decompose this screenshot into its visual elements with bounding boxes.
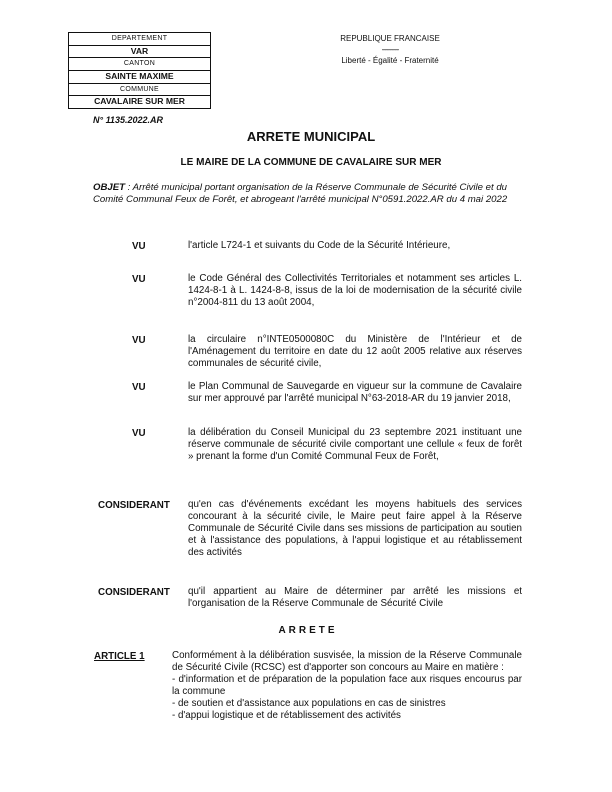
article-1-item: - de soutien et d'assistance aux populations en cas de sinistres <box>172 698 446 709</box>
arrete-number: N° 1135.2022.AR <box>93 115 163 125</box>
considerant-item: qu'il appartient au Maire de déterminer par arrêté les missions et l'organisation de la Réserve Communale de Sécurité Civile <box>188 586 522 609</box>
document-title: ARRETE MUNICIPAL <box>246 129 376 144</box>
departement-value: VAR <box>69 46 210 59</box>
objet-paragraph <box>93 182 523 205</box>
administrative-header-box <box>68 32 211 109</box>
vu-label: VU <box>132 382 146 393</box>
canton-label: CANTON <box>69 58 210 71</box>
document-subtitle: LE MAIRE DE LA COMMUNE DE CAVALAIRE SUR MER <box>180 157 442 168</box>
considerant-item: qu'en cas d'événements excédant les moyens habituels des services concourant à la sécurité civile, le Maire peut faire appel à la Réserve Communale de Sécurité Civile dans ses missions de participation au soutien et à l'assistance des populations, à l'appui logistique et au rétablissement des activités <box>188 499 522 558</box>
commune-value: CAVALAIRE SUR MER <box>94 96 185 107</box>
vu-label: VU <box>132 335 146 346</box>
vu-label: VU <box>132 241 146 252</box>
republic-header <box>300 33 480 66</box>
arrete-heading: ARRETE <box>278 625 338 636</box>
vu-item: la circulaire n°INTE0500080C du Ministère de l'Intérieur et de l'Aménagement du territoire en date du 12 août 2005 relative aux réserves communales de sécurité civile, <box>188 334 522 369</box>
considerant-label: CONSIDERANT <box>98 587 170 598</box>
article-1-item: - d'appui logistique et de rétablissement des activités <box>172 710 401 721</box>
considerant-label: CONSIDERANT <box>98 500 170 511</box>
republic-motto: Liberté - Égalité - Fraternité <box>341 56 439 65</box>
vu-item: l'article L724-1 et suivants du Code de la Sécurité Intérieure, <box>188 240 451 251</box>
article-1-label: ARTICLE 1 <box>94 651 145 662</box>
article-1-item: - d'information et de préparation de la population face aux risques encourus par la commune <box>172 674 522 697</box>
canton-value: SAINTE MAXIME <box>69 71 210 84</box>
vu-label: VU <box>132 428 146 439</box>
vu-item: la délibération du Conseil Municipal du 23 septembre 2021 instituant une réserve communale de sécurité civile comportant une cellule « feux de forêt » prenant la forme d'un Comité Communal Feux de Forêt, <box>188 427 522 462</box>
article-1-intro: Conformément à la délibération susvisée, la mission de la Réserve Communale de Sécurité Civile (RCSC) est d'apporter son concours au Maire en matière : <box>172 650 522 673</box>
objet-label: OBJET <box>93 182 125 193</box>
vu-item: le Plan Communal de Sauvegarde en vigueur sur la commune de Cavalaire sur mer approuvé par l'arrêté municipal N°63-2018-AR du 19 janvier 2018, <box>188 381 522 404</box>
republic-name: REPUBLIQUE FRANCAISE <box>340 34 440 43</box>
commune-label: COMMUNE <box>69 84 210 97</box>
republic-separator: ---------- <box>381 45 399 54</box>
departement-label: DEPARTEMENT <box>69 33 210 46</box>
vu-label: VU <box>132 274 146 285</box>
objet-text: : Arrêté municipal portant organisation de la Réserve Communale de Sécurité Civile et du Comité Communal Feux de Forêt, et abrogeant l'arrêté municipal N°0591.2022.AR du 4 mai 2022 <box>93 182 508 205</box>
vu-item: le Code Général des Collectivités Territoriales et notamment ses articles L. 1424-8-1 à L. 1424-8-8, issus de la loi de modernisation de la sécurité civile n°2004-811 du 13 août 2004, <box>188 273 522 308</box>
article-1-text <box>172 650 522 722</box>
